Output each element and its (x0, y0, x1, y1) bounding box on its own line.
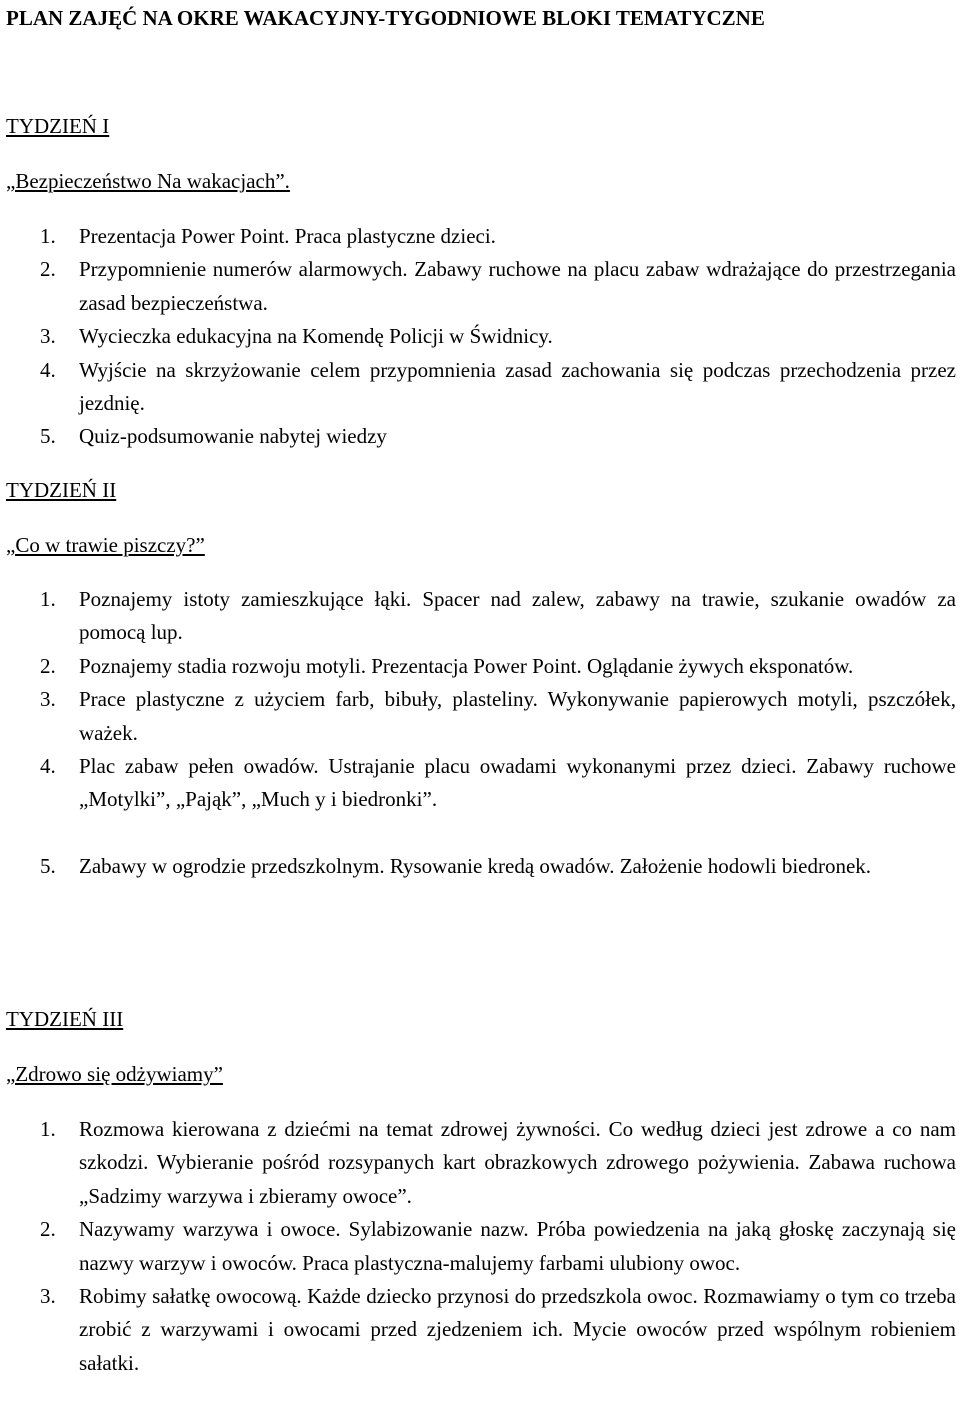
week-2-topic: „Co w trawie piszczy?” (6, 533, 205, 557)
item-number: 4. (40, 754, 56, 779)
item-number: 2. (40, 653, 56, 678)
list-item (0, 253, 960, 320)
item-number: 4. (40, 357, 56, 382)
list-item (0, 1280, 960, 1380)
list-item (0, 1113, 960, 1213)
list-item (0, 354, 960, 421)
item-number: 5. (40, 424, 56, 449)
week-2-list (0, 583, 960, 883)
document-title: PLAN ZAJĘĆ NA OKRE WAKACYJNY-TYGODNIOWE BLOKI TEMATYCZNE (6, 6, 765, 30)
item-number: 1. (40, 587, 56, 611)
week-3-list (0, 1113, 960, 1380)
list-item (0, 1213, 960, 1280)
item-text: Poznajemy stadia rozwoju motyli. Prezentacja Power Point. Oglądanie żywych eksponatów. (79, 653, 854, 678)
item-text: Plac zabaw pełen owadów. Ustrajanie placu owadami wykonanymi przez dzieci. Zabawy ruchowe „Motylki”, „Pająk”, „Much y i biedronki”. (79, 754, 956, 812)
week-1-heading: TYDZIEŃ I (6, 114, 110, 138)
item-text: Wycieczka edukacyjna na Komendę Policji w Świdnicy. (79, 324, 553, 349)
list-item (0, 750, 960, 817)
item-text: Rozmowa kierowana z dziećmi na temat zdrowej żywności. Co według dzieci jest zdrowe a co nam szkodzi. Wybieranie pośród rozsypanych kart obrazkowych zdrowego pożywienia. Zabawa ruchowa „Sadzimy warzywa i zbieramy owoce”. (79, 1117, 956, 1208)
item-text: Quiz-podsumowanie nabytej wiedzy (79, 424, 387, 449)
week-2-heading: TYDZIEŃ II (6, 478, 117, 502)
list-item (0, 583, 960, 650)
week-3-heading: TYDZIEŃ III (6, 1007, 124, 1031)
item-text: Prezentacja Power Point. Praca plastyczne dzieci. (79, 224, 496, 248)
item-number: 3. (40, 1284, 56, 1309)
list-item (0, 420, 960, 453)
item-text: Wyjście na skrzyżowanie celem przypomnienia zasad zachowania się podczas przechodzenia przez jezdnię. (79, 357, 956, 416)
item-number: 3. (40, 324, 56, 349)
item-number: 1. (40, 224, 56, 248)
list-item (0, 683, 960, 750)
item-text: Robimy sałatkę owocową. Każde dziecko przynosi do przedszkola owoc. Rozmawiamy o tym co trzeba zrobić z warzywami i owocami przed zjedzeniem ich. Mycie owoców przed wspólnym robieniem sałatki. (79, 1284, 956, 1375)
item-text: Nazywamy warzywa i owoce. Sylabizowanie nazw. Próba powiedzenia na jaką głoskę zaczynają się nazwy warzyw i owoców. Praca plastyczna-malujemy farbami ulubiony owoc. (79, 1217, 956, 1275)
item-number: 3. (40, 687, 56, 712)
item-number: 5. (40, 853, 56, 878)
list-item (0, 650, 960, 683)
list-item (0, 850, 960, 883)
item-text: Zabawy w ogrodzie przedszkolnym. Rysowanie kredą owadów. Założenie hodowli biedronek. (79, 853, 872, 878)
week-1-list (0, 220, 960, 454)
list-item (0, 220, 960, 253)
item-number: 2. (40, 257, 56, 282)
item-text: Przypomnienie numerów alarmowych. Zabawy ruchowe na placu zabaw wdrażające do przestrzegania zasad bezpieczeństwa. (79, 257, 956, 315)
list-item (0, 320, 960, 353)
week-3-topic: „Zdrowo się odżywiamy” (6, 1062, 223, 1086)
item-text: Poznajemy istoty zamieszkujące łąki. Spacer nad zalew, zabawy na trawie, szukanie owadów za pomocą lup. (79, 587, 956, 645)
item-number: 1. (40, 1117, 56, 1141)
item-number: 2. (40, 1217, 56, 1242)
item-text: Prace plastyczne z użyciem farb, bibuły, plasteliny. Wykonywanie papierowych motyli, pszczółek, ważek. (79, 687, 956, 745)
week-1-topic: „Bezpieczeństwo Na wakacjach”. (6, 169, 290, 193)
